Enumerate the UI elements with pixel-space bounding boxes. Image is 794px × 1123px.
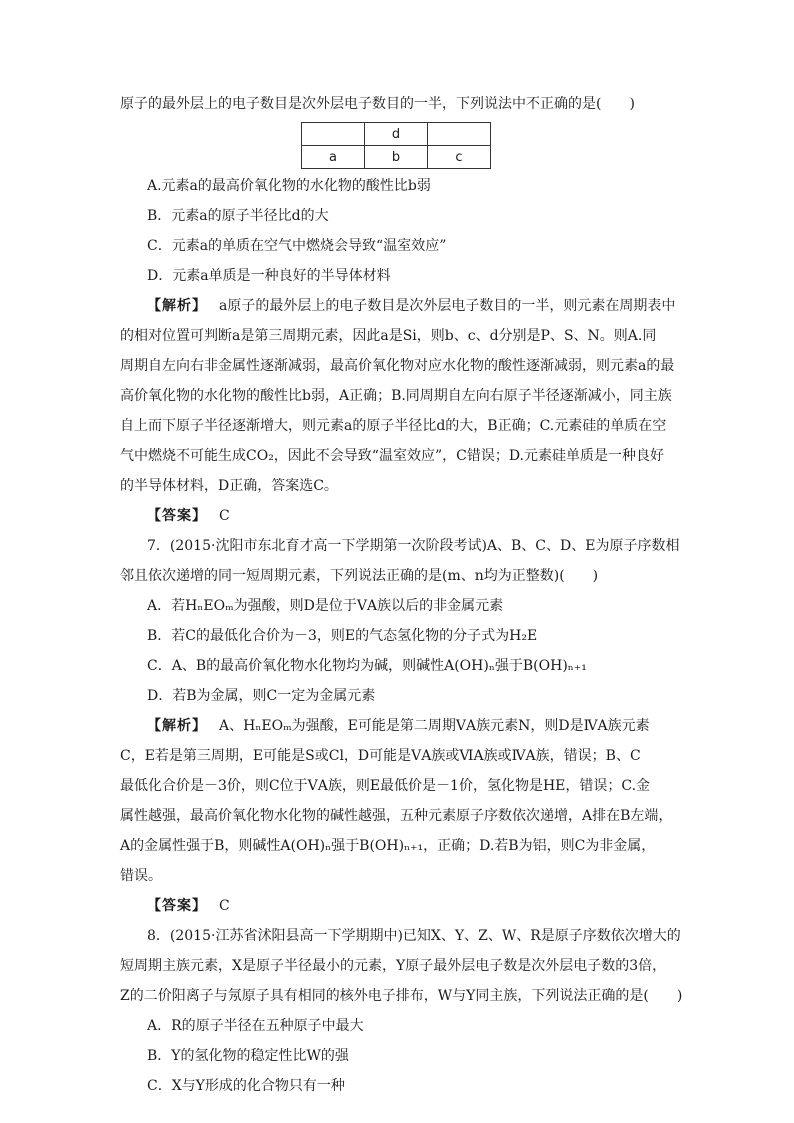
q6-option-c: C．元素a的单质在空气中燃烧会导致“温室效应” bbox=[147, 238, 447, 254]
q7-analysis-line: C，E若是第三周期，E可能是S或Cl，D可能是ⅤA族或ⅥA族或ⅣA族，错误；B、C bbox=[120, 748, 641, 764]
q6-option-b: B．元素a的原子半径比d的大 bbox=[147, 208, 329, 224]
table-cell: b bbox=[365, 146, 428, 169]
q8-stem-line: 短周期主族元素，X是原子半径最小的元素，Y原子最外层电子数是次外层电子数的3倍， bbox=[120, 958, 667, 974]
q7-option-a: A．若HₙEOₘ为强酸，则D是位于ⅤA族以后的非金属元素 bbox=[147, 598, 504, 614]
q7-stem-line: 邻且依次递增的同一短周期元素，下列说法正确的是(m、n均为正整数)( ) bbox=[120, 568, 599, 584]
q7-analysis-line bbox=[120, 716, 680, 737]
q8-stem-line: 8．(2015·江苏省沭阳县高一下学期期中)已知X、Y、Z、W、R是原子序数依次增大的 bbox=[147, 928, 681, 944]
q8-option-c: C．X与Y形成的化合物只有一种 bbox=[147, 1078, 345, 1094]
q7-answer bbox=[120, 896, 680, 917]
q6-option-d: D．元素a单质是一种良好的半导体材料 bbox=[147, 268, 391, 284]
q6-analysis-line: 高价氧化物的水化物的酸性比b弱，A正确；B.同周期自左向右原子半径逐渐减小，同主族 bbox=[120, 388, 672, 404]
analysis-text: A、HₙEOₘ为强酸，E可能是第二周期ⅤA族元素N，则D是ⅣA族元素 bbox=[219, 718, 650, 734]
q7-option-b: B．若C的最低化合价为－3，则E的气态氢化物的分子式为H₂E bbox=[147, 628, 538, 644]
q6-answer bbox=[120, 506, 680, 527]
analysis-tag: 【解析】 bbox=[147, 718, 207, 734]
table-cell: c bbox=[428, 146, 491, 169]
answer-value: C bbox=[219, 898, 230, 914]
q7-option-c: C．A、B的最高价氧化物水化物均为碱，则碱性A(OH)ₙ强于B(OH)ₙ₊₁ bbox=[147, 658, 587, 674]
q7-analysis-line: A的金属性强于B，则碱性A(OH)ₙ强于B(OH)ₙ₊₁，正确；D.若B为铝，则C为非金属， bbox=[120, 838, 656, 854]
q6-analysis-line: 的半导体材料，D正确，答案选C。 bbox=[120, 478, 338, 494]
q6-stem: 原子的最外层上的电子数目是次外层电子数目的一半，下列说法中不正确的是( ) bbox=[120, 96, 635, 112]
q8-option-b: B．Y的氢化物的稳定性比W的强 bbox=[147, 1048, 349, 1064]
q6-option-a: A.元素a的最高价氧化物的水化物的酸性比b弱 bbox=[147, 178, 431, 194]
table-cell: a bbox=[302, 146, 365, 169]
q6-analysis-line: 的相对位置可判断a是第三周期元素，因此a是Si，则b、c、d分别是P、S、N。则A.同 bbox=[120, 328, 657, 344]
answer-tag: 【答案】 bbox=[147, 508, 207, 524]
table-cell: d bbox=[365, 123, 428, 146]
q7-stem-line: 7．(2015·沈阳市东北育才高一下学期第一次阶段考试)A、B、C、D、E为原子序数相 bbox=[147, 538, 680, 554]
analysis-text: a原子的最外层上的电子数目是次外层电子数目的一半，则元素在周期表中 bbox=[219, 298, 676, 314]
q8-stem-line: Z的二价阳离子与氖原子具有相同的核外电子排布，W与Y同主族，下列说法正确的是( ) bbox=[120, 988, 683, 1004]
q7-option-d: D．若B为金属，则C一定为金属元素 bbox=[147, 688, 376, 704]
document-page bbox=[120, 94, 683, 1106]
table-cell bbox=[302, 123, 365, 146]
q6-analysis-line: 周期自左向右非金属性逐渐减弱，最高价氧化物对应水化物的酸性逐渐减弱，则元素a的最 bbox=[120, 358, 675, 374]
q7-analysis-line: 属性越强，最高价氧化物水化物的碱性越强，五种元素原子序数依次递增，A排在B左端， bbox=[120, 808, 673, 824]
table-cell bbox=[428, 123, 491, 146]
q6-analysis-line: 气中燃烧不可能生成CO₂，因此不会导致“温室效应”，C错误；D.元素硅单质是一种良好 bbox=[120, 448, 665, 464]
q6-analysis-line bbox=[120, 296, 680, 317]
answer-tag: 【答案】 bbox=[147, 898, 207, 914]
analysis-tag: 【解析】 bbox=[147, 298, 207, 314]
q6-analysis-line: 自上而下原子半径逐渐增大，则元素a的原子半径比d的大，B正确；C.元素硅的单质在空 bbox=[120, 418, 667, 434]
q7-analysis-line: 最低化合价是－3价，则C位于ⅤA族，则E最低价是－1价，氢化物是HE，错误；C.金 bbox=[120, 778, 651, 794]
answer-value: C bbox=[219, 508, 230, 524]
q8-option-a: A．R的原子半径在五种原子中最大 bbox=[147, 1018, 364, 1034]
periodic-table-fragment bbox=[301, 122, 491, 169]
q7-analysis-line: 错误。 bbox=[120, 868, 162, 884]
